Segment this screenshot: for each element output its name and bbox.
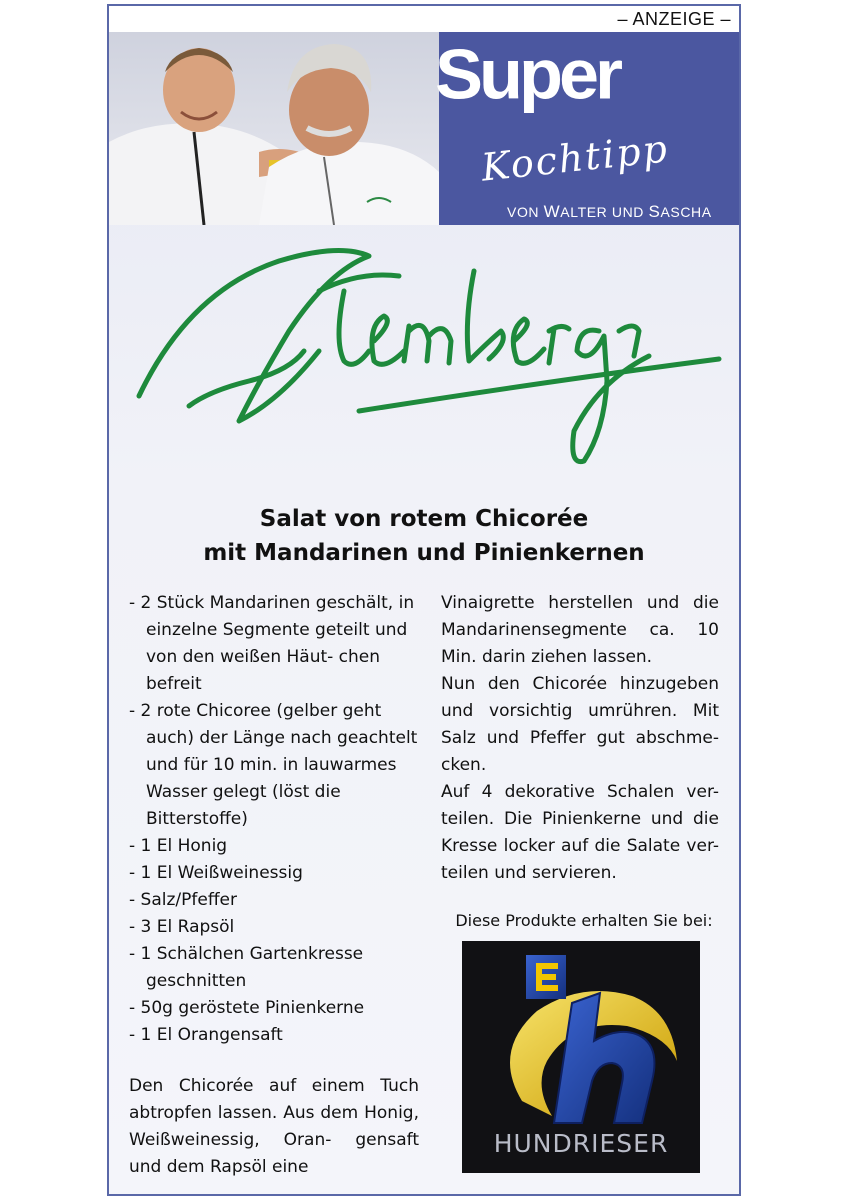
recipe-title-line2: mit Mandarinen und Pinienkernen — [203, 540, 645, 566]
byline-sascha: ASCHA — [660, 204, 712, 220]
retailer-name: HUNDRIESER — [493, 1129, 669, 1158]
ingredient-item: - 1 El Orangensaft — [129, 1025, 283, 1045]
byline-walter: ALTER UND — [560, 204, 645, 220]
byline-s: S — [648, 202, 661, 221]
left-column — [129, 590, 419, 1196]
ad-label: – ANZEIGE – — [617, 9, 731, 29]
ingredient-item: - 3 El Rapsöl — [129, 917, 235, 937]
recipe-title — [109, 502, 739, 570]
recipe-title-line1: Salat von rotem Chicorée — [259, 506, 589, 532]
advertisement-frame — [107, 4, 741, 1196]
instruction-paragraph: Auf 4 dekorative Schalen ver- teilen. Die Pinienkerne und die Kresse locker auf die Salate ver- teilen und servieren. — [441, 782, 719, 883]
instruction-paragraph: Vinaigrette herstellen und die Mandarinensegmente ca. 10 Min. darin ziehen lassen. — [441, 593, 719, 667]
ingredient-item: - 2 rote Chicoree (gelber geht auch) der Länge nach geachtelt und für 10 min. in lauwarmes Wasser gelegt (löst die Bitterstoffe) — [129, 701, 418, 829]
retailer-intro: Diese Produkte erhalten Sie bei: — [455, 911, 713, 930]
ingredient-item: - 1 El Honig — [129, 836, 228, 856]
brand-kochtipp: Kochtipp — [479, 126, 671, 190]
ad-label-bar — [109, 6, 739, 32]
ingredient-item: - 50g geröstete Pinienkerne — [129, 998, 365, 1018]
stemberg-signature-logo — [129, 231, 729, 481]
byline — [507, 202, 712, 222]
ingredient-item: - 2 Stück Mandarinen geschält, in einzelne Segmente geteilt und von den weißen Häut- chen befreit — [129, 593, 415, 694]
ingredient-item: - Salz/Pfeffer — [129, 890, 237, 910]
byline-prefix: VON — [507, 204, 540, 220]
header-banner — [109, 32, 739, 225]
byline-w: W — [543, 202, 561, 221]
right-column — [441, 590, 719, 887]
ingredient-item: - 1 Schälchen Gartenkresse geschnitten — [129, 944, 364, 991]
instruction-paragraph: Nun den Chicorée hinzugeben und vorsichtig umrühren. Mit Salz und Pfeffer gut abschme- cken. — [441, 674, 719, 775]
instructions-left: Den Chicorée auf einem Tuch abtropfen lassen. Aus dem Honig, Weißweinessig, Oran- gensaft und dem Rapsöl eine — [129, 1076, 419, 1177]
chefs-photo — [109, 32, 439, 225]
ingredient-item: - 1 El Weißweinessig — [129, 863, 303, 883]
brand-super: Super — [435, 35, 620, 115]
hundrieser-logo — [462, 941, 700, 1173]
